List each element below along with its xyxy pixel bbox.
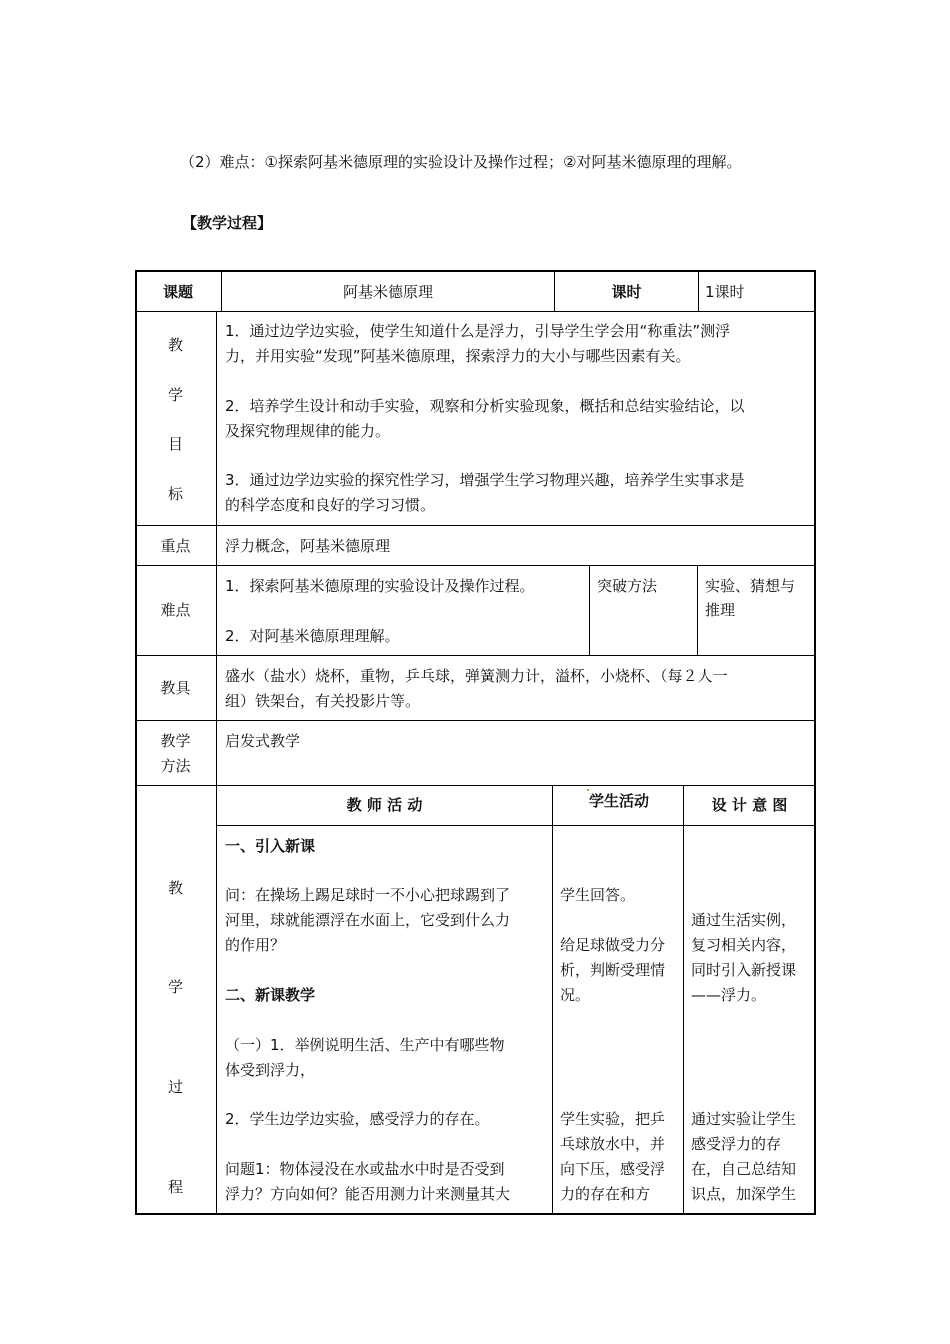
teacher-question-1-line-2: 河里，球就能漂浮在水面上，它受到什么力 — [225, 911, 511, 929]
method-value: 启发式教学 — [225, 732, 301, 750]
design-intent-header: 设 计 意 图 — [711, 796, 788, 814]
topic-label: 课题 — [162, 283, 193, 301]
goals-label-char: 目 — [167, 435, 183, 453]
process-label-char: 过 — [167, 1078, 183, 1096]
teacher-question-1-line-1: 问：在操场上踢足球时一不小心把球踢到了 — [225, 886, 511, 904]
col-divider — [698, 270, 699, 311]
teacher-heading-new: 二、新课教学 — [225, 986, 316, 1004]
student-answer-3-line-1: 学生实验，把乒 — [560, 1110, 666, 1128]
col-divider — [683, 785, 684, 1215]
key-label: 重点 — [160, 537, 191, 555]
goal-2-line-1: 2．培养学生设计和动手实验，观察和分析实验现象，概括和总结实验结论，以 — [225, 397, 745, 415]
student-answer-3-line-3: 向下压，感受浮 — [560, 1160, 666, 1178]
difficulty-label: 难点 — [160, 601, 191, 619]
period-label: 课时 — [611, 283, 642, 301]
design-2-line-2: 感受浮力的存 — [691, 1135, 782, 1153]
key-value: 浮力概念，阿基米德原理 — [225, 537, 391, 555]
design-1-line-2: 复习相关内容， — [691, 936, 797, 954]
row-divider — [135, 720, 816, 721]
teacher-problem-1-line-1: 问题1：物体浸没在水或盐水中时是否受到 — [225, 1160, 505, 1178]
tools-line-1: 盛水（盐水）烧杯，重物，乒乓球，弹簧测力计，溢杯，小烧杯、（每２人一 — [225, 667, 728, 685]
teacher-problem-1-line-2: 浮力？方向如何？能否用测力计来测量其大 — [225, 1185, 511, 1203]
teacher-question-1-line-3: 的作用？ — [225, 936, 286, 954]
breakthrough-label: 突破方法 — [597, 577, 658, 595]
breakthrough-value-line-1: 实验、猜想与 — [705, 577, 796, 595]
row-divider — [135, 525, 816, 526]
process-label-char: 教 — [167, 879, 183, 897]
design-2-line-3: 在，自己总结知 — [691, 1160, 797, 1178]
student-answer-2-line-3: 况。 — [560, 986, 591, 1004]
teacher-heading-intro: 一、引入新课 — [225, 837, 316, 855]
row-divider — [135, 311, 816, 312]
teacher-activity-header: 教 师 活 动 — [346, 796, 423, 814]
goals-label-char: 学 — [167, 386, 183, 404]
student-answer-1: 学生回答。 — [560, 886, 636, 904]
row-divider — [135, 655, 816, 656]
student-answer-3-line-4: 力的存在和方 — [560, 1185, 651, 1203]
goals-label-char: 教 — [167, 336, 183, 354]
tools-line-2: 组）铁架台，有关投影片等。 — [225, 692, 421, 710]
section-heading: 【教学过程】 — [182, 214, 273, 232]
breakthrough-value-line-2: 推理 — [705, 601, 736, 619]
col-divider — [589, 565, 590, 655]
goal-1-line-1: 1．通过边学边实验，使学生知道什么是浮力，引导学生学会用“称重法”测浮 — [225, 322, 731, 340]
teacher-step-1-line-2: 体受到浮力， — [225, 1061, 316, 1079]
col-divider — [216, 311, 217, 1215]
goal-3-line-1: 3．通过边学边实验的探究性学习，增强学生学习物理兴趣，培养学生实事求是 — [225, 471, 745, 489]
student-answer-3-line-2: 乓球放水中，并 — [560, 1135, 666, 1153]
design-1-line-4: ——浮力。 — [691, 986, 767, 1004]
goal-1-line-2: 力，并用实验“发现”阿基米德原理，探索浮力的大小与哪些因素有关。 — [225, 347, 691, 365]
col-divider — [697, 565, 698, 655]
student-answer-2-line-1: 给足球做受力分 — [560, 936, 666, 954]
row-divider — [135, 785, 816, 786]
process-label-char: 学 — [167, 978, 183, 996]
design-1-line-3: 同时引入新授课 — [691, 961, 797, 979]
teacher-step-1-line-1: （一）1．举例说明生活、生产中有哪些物 — [225, 1036, 505, 1054]
col-divider — [552, 785, 553, 1215]
goals-label-char: 标 — [167, 485, 183, 503]
process-label-char: 程 — [167, 1178, 183, 1196]
goal-3-line-2: 的科学态度和良好的学习习惯。 — [225, 496, 436, 514]
period-value: 1课时 — [705, 283, 745, 301]
student-activity-header: 学生活动 — [553, 789, 683, 813]
method-label-line-2: 方法 — [160, 757, 191, 775]
teacher-step-2: 2．学生边学边实验，感受浮力的存在。 — [225, 1110, 490, 1128]
design-2-line-1: 通过实验让学生 — [691, 1110, 797, 1128]
difficulty-line: （2）难点：①探索阿基米德原理的实验设计及操作过程；②对阿基米德原理的理解。 — [180, 153, 742, 171]
method-label-line-1: 教学 — [160, 732, 191, 750]
topic-value: 阿基米德原理 — [342, 283, 433, 301]
student-answer-2-line-2: 析，判断受理情 — [560, 961, 666, 979]
design-2-line-4: 识点，加深学生 — [691, 1185, 797, 1203]
difficulty-item-2: 2．对阿基米德原理理解。 — [225, 627, 400, 645]
tools-label: 教具 — [160, 679, 191, 697]
goal-2-line-2: 及探究物理规律的能力。 — [225, 422, 391, 440]
row-divider — [135, 565, 816, 566]
mark-dot — [587, 789, 589, 791]
design-1-line-1: 通过生活实例， — [691, 911, 797, 929]
difficulty-item-1: 1．探索阿基米德原理的实验设计及操作过程。 — [225, 577, 535, 595]
row-divider — [216, 825, 816, 826]
